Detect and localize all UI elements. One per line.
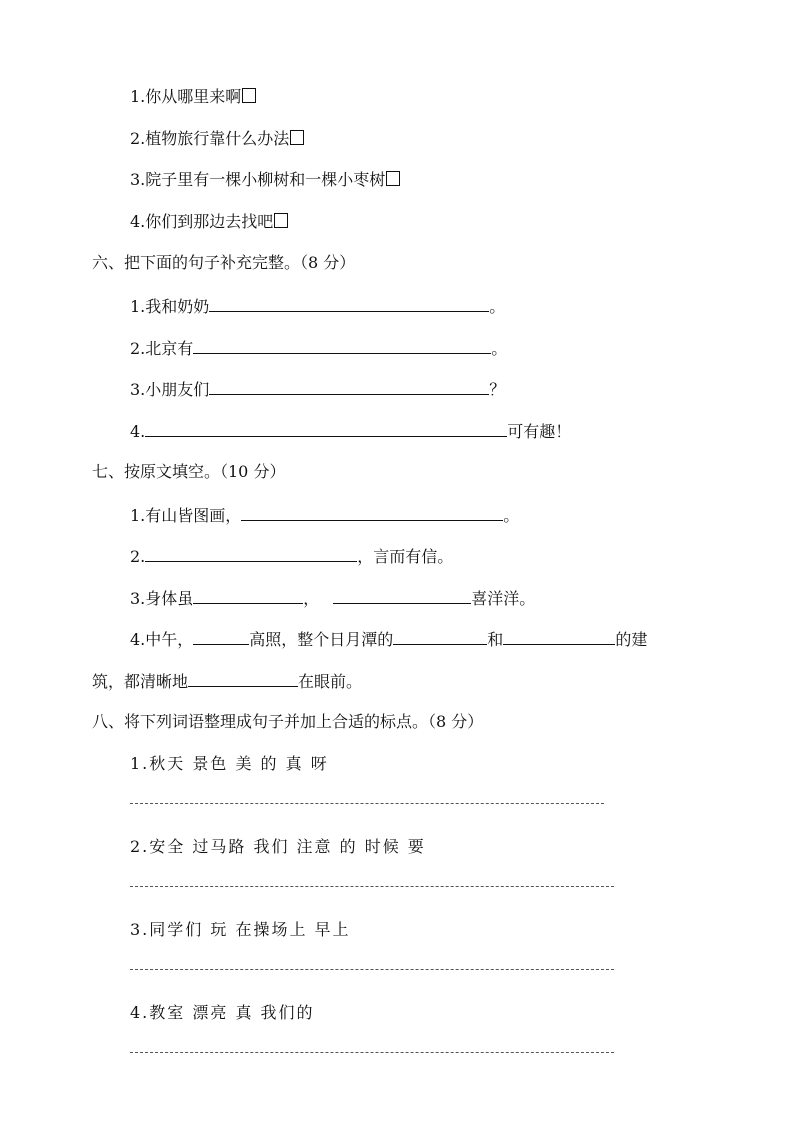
sec5-item-3: 3.院子里有一棵小柳树和一棵小枣树: [130, 169, 400, 191]
sec8-title: 八、将下列词语整理成句子并加上合适的标点。（8 分）: [92, 712, 484, 731]
answer-line[interactable]: [130, 1052, 614, 1053]
answer-blank[interactable]: [193, 587, 303, 604]
sec6-q1: 1.我和奶奶 。: [130, 297, 506, 316]
answer-blank[interactable]: [188, 670, 298, 687]
sec7-q3: 3.身体虽 ， 喜洋洋。: [130, 589, 536, 608]
sec5-item-1: 1.你从哪里来啊: [130, 86, 256, 108]
sec7-q4-continued: 筑，都清晰地 在眼前。: [92, 672, 363, 691]
answer-line[interactable]: [130, 803, 604, 804]
punctuation-box[interactable]: [242, 88, 256, 103]
sec6-title: 六、把下面的句子补充完整。（8 分）: [92, 253, 356, 272]
answer-line[interactable]: [130, 969, 614, 970]
sec8-item-3: 3.同学们 玩 在操场上 早上: [130, 920, 351, 939]
sec7-q1: 1.有山皆图画， 。: [130, 506, 520, 525]
answer-blank[interactable]: [503, 628, 615, 645]
sec7-title: 七、按原文填空。（10 分）: [92, 462, 286, 481]
answer-blank[interactable]: [241, 504, 503, 521]
sec7-q2: 2. ，言而有信。: [130, 547, 454, 566]
sec7-q4: 4.中午， 高照，整个日月潭的 和 的建: [130, 630, 648, 649]
sec8-item-2: 2.安全 过马路 我们 注意 的 时候 要: [130, 837, 426, 856]
punctuation-box[interactable]: [290, 130, 304, 145]
answer-blank[interactable]: [209, 378, 489, 395]
sec5-item-4: 4.你们到那边去找吧: [130, 211, 288, 233]
sec6-q2: 2.北京有 。: [130, 339, 508, 358]
sec8-item-4: 4.教室 漂亮 真 我们的: [130, 1003, 315, 1022]
sec8-item-1: 1.秋天 景色 美 的 真 呀: [130, 754, 329, 773]
answer-blank[interactable]: [145, 545, 357, 562]
answer-blank[interactable]: [145, 420, 507, 437]
sec6-q4: 4. 可有趣！: [130, 422, 572, 441]
answer-blank[interactable]: [209, 295, 489, 312]
punctuation-box[interactable]: [274, 213, 288, 228]
answer-blank[interactable]: [193, 337, 491, 354]
punctuation-box[interactable]: [386, 171, 400, 186]
answer-line[interactable]: [130, 886, 614, 887]
answer-blank[interactable]: [193, 628, 249, 645]
sec6-q3: 3.小朋友们 ？: [130, 380, 506, 399]
answer-blank[interactable]: [333, 587, 471, 604]
sec5-item-2: 2.植物旅行靠什么办法: [130, 128, 304, 150]
answer-blank[interactable]: [393, 628, 487, 645]
